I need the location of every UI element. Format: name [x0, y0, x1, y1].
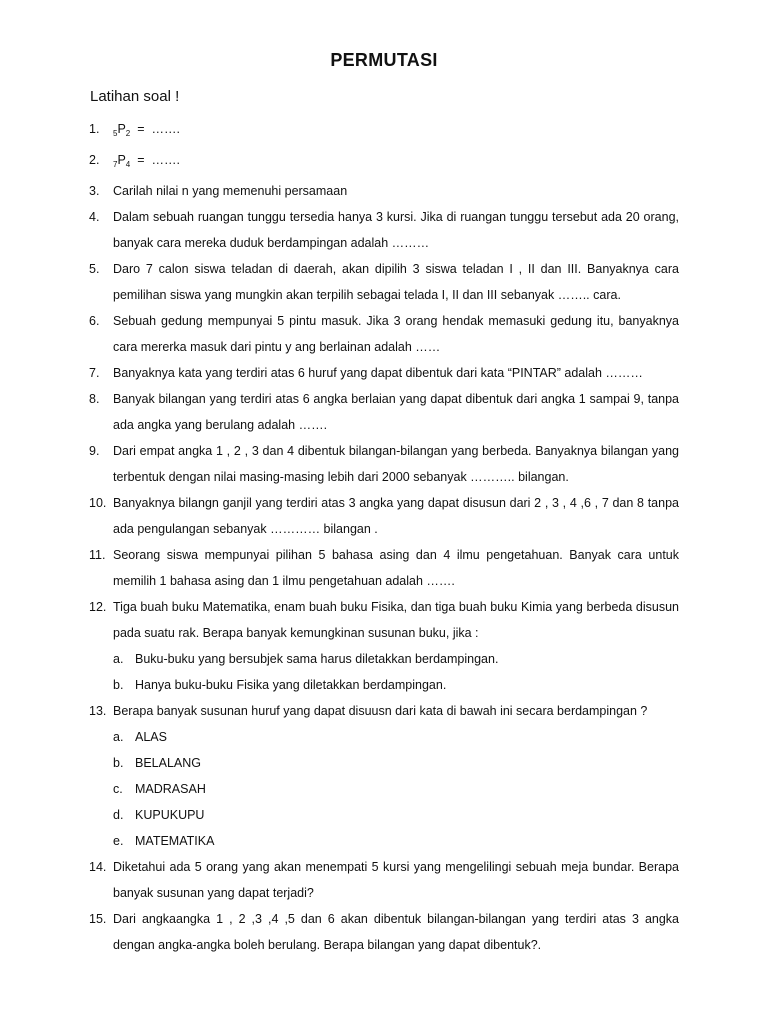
sub-question-item [113, 646, 679, 672]
question-text: Dalam sebuah ruangan tunggu tersedia hanya 3 kursi. Jika di ruangan tunggu tersebut ada 20 orang, banyak cara mereka duduk berdampingan adalah ……… [113, 210, 679, 250]
question-number: 15. [89, 912, 107, 926]
question-number: 2. [89, 153, 100, 167]
permutation-symbol: P [117, 122, 126, 136]
question-number: 5. [89, 262, 100, 276]
question-item [89, 490, 679, 542]
question-item [89, 204, 679, 256]
sub-question-text: BELALANG [135, 756, 202, 770]
page-title: PERMUTASI [330, 50, 438, 70]
sub-question-letter: e. [113, 834, 124, 848]
question-number: 3. [89, 184, 100, 198]
question-item [89, 438, 679, 490]
sub-question-text: KUPUKUPU [135, 808, 205, 822]
question-item [89, 147, 679, 178]
question-number: 11. [89, 548, 106, 562]
question-text: Banyaknya bilangn ganjil yang terdiri atas 3 angka yang dapat disusun dari 2 , 3 , 4 ,6 , 7 dan 8 tanpa ada pengulangan sebanyak ………… bilangan . [113, 496, 679, 536]
sub-question-item [113, 724, 679, 750]
question-number: 1. [89, 122, 100, 136]
question-number: 12. [89, 600, 107, 614]
permutation-symbol: P [117, 153, 126, 167]
exercise-heading: Latihan soal ! [90, 88, 180, 105]
question-item [89, 116, 679, 147]
question-text: Diketahui ada 5 orang yang akan menempati 5 kursi yang mengelilingi sebuah meja bundar. Berapa banyak susunan yang dapat terjadi? [113, 860, 679, 900]
question-number: 4. [89, 210, 100, 224]
question-text: Seorang siswa mempunyai pilihan 5 bahasa asing dan 4 ilmu pengetahuan. Banyak cara untuk memilih 1 bahasa asing dan 1 ilmu pengetahuan adalah ……. [113, 548, 679, 588]
sub-question-item [113, 828, 679, 854]
sub-question-letter: a. [113, 652, 124, 666]
question-item [89, 178, 679, 204]
question-text: Banyaknya kata yang terdiri atas 6 huruf yang dapat dibentuk dari kata “PINTAR” adalah ……… [113, 366, 643, 380]
sub-question-letter: b. [113, 756, 124, 770]
question-text [113, 147, 679, 178]
question-text: Dari angkaangka 1 , 2 ,3 ,4 ,5 dan 6 akan dibentuk bilangan-bilangan yang terdiri atas 3 angka dengan angka-angka boleh berulang. Berapa bilangan yang dapat dibentuk?. [113, 912, 679, 952]
permutation-n: 7 [113, 160, 118, 169]
sub-question-text: Buku-buku yang bersubjek sama harus diletakkan berdampingan. [135, 652, 499, 666]
question-item [89, 854, 679, 906]
question-number: 8. [89, 392, 100, 406]
question-number: 10. [89, 496, 107, 510]
question-item [89, 256, 679, 308]
question-text: Sebuah gedung mempunyai 5 pintu masuk. Jika 3 orang hendak memasuki gedung itu, banyaknya cara mererka masuk dari pintu y ang berlainan adalah …… [113, 314, 679, 354]
question-blank: = ……. [130, 153, 180, 167]
question-text: Daro 7 calon siswa teladan di daerah, akan dipilih 3 siswa teladan I , II dan III. Banyaknya cara pemilihan siswa yang mungkin akan terpilih sebagai telada I, II dan III sebanyak …….. cara. [113, 262, 679, 302]
permutation-n: 5 [113, 129, 118, 138]
question-text [113, 116, 679, 147]
permutation-r: 2 [125, 129, 131, 138]
sub-question-letter: b. [113, 678, 124, 692]
sub-question-letter: c. [113, 782, 123, 796]
question-number: 9. [89, 444, 100, 458]
question-number: 7. [89, 366, 100, 380]
sub-question-letter: d. [113, 808, 124, 822]
sub-question-item [113, 776, 679, 802]
question-item [89, 386, 679, 438]
sub-question-item [113, 750, 679, 776]
question-text: Tiga buah buku Matematika, enam buah buku Fisika, dan tiga buah buku Kimia yang berbeda disusun pada suatu rak. Berapa banyak kemungkinan susunan buku, jika : [113, 600, 679, 640]
sub-question-text: MADRASAH [135, 782, 206, 796]
question-text: Berapa banyak susunan huruf yang dapat disuusn dari kata di bawah ini secara berdampingan ? [113, 704, 648, 718]
question-blank: = ……. [130, 122, 180, 136]
sub-question-text: Hanya buku-buku Fisika yang diletakkan berdampingan. [135, 678, 447, 692]
question-item [89, 698, 679, 724]
question-text: Carilah nilai n yang memenuhi persamaan [113, 184, 348, 198]
question-item [89, 594, 679, 646]
sub-question-letter: a. [113, 730, 124, 744]
question-number: 14. [89, 860, 107, 874]
question-list [89, 116, 679, 958]
question-item [89, 360, 679, 386]
question-item [89, 906, 679, 958]
permutation-r: 4 [125, 160, 131, 169]
question-item [89, 308, 679, 360]
sub-question-item [113, 672, 679, 698]
question-text: Banyak bilangan yang terdiri atas 6 angka berlaian yang dapat dibentuk dari angka 1 sampai 9, tanpa ada angka yang berulang adalah ……. [113, 392, 679, 432]
sub-question-text: MATEMATIKA [135, 834, 215, 848]
sub-question-item [113, 802, 679, 828]
sub-question-text: ALAS [135, 730, 167, 744]
question-number: 13. [89, 704, 107, 718]
question-text: Dari empat angka 1 , 2 , 3 dan 4 dibentuk bilangan-bilangan yang berbeda. Banyaknya bilangan yang terbentuk dengan nilai masing-masing lebih dari 2000 sebanyak ……….. bilangan. [113, 444, 679, 484]
question-item [89, 542, 679, 594]
question-number: 6. [89, 314, 100, 328]
